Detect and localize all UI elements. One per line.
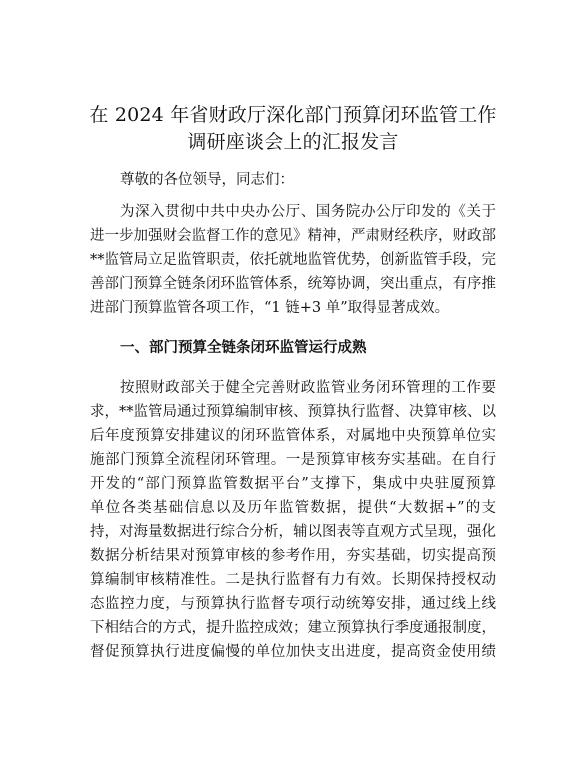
paragraph-1-line: **监管局立足监管职责，依托就地监管优势，创新监管手段，完 (90, 252, 496, 268)
paragraph-2-line: 求，**监管局通过预算编制审核、预算执行监督、决算审核、以 (90, 404, 496, 420)
paragraph-2-line: 单位各类基础信息以及历年监管数据，提供“大数据+”的支 (90, 500, 496, 516)
paragraph-2-line: 算编制审核精准性。二是执行监督有力有效。长期保持授权动 (90, 572, 496, 588)
paragraph-1-line: 进一步加强财会监督工作的意见》精神，严肃财经秩序，财政部 (90, 228, 496, 244)
paragraph-1-line: 进部门预算监管各项工作，“1 链+3 单”取得显著成效。 (90, 300, 450, 316)
paragraph-2-line: 开发的“部门预算监管数据平台”支撑下，集成中央驻厦预算 (90, 476, 496, 492)
document-title-line-1: 在 2024 年省财政厅深化部门预算闭环监管工作 (89, 104, 497, 126)
paragraph-2-line: 态监控力度，与预算执行监督专项行动统筹安排，通过线上线 (90, 596, 496, 612)
paragraph-2-line: 按照财政部关于健全完善财政监管业务闭环管理的工作要 (120, 380, 496, 396)
paragraph-2-line: 施部门预算全流程闭环管理。一是预算审核夯实基础。在自行 (90, 452, 496, 468)
paragraph-2-line: 下相结合的方式，提升监控成效；建立预算执行季度通报制度， (90, 620, 496, 636)
paragraph-2-line: 数据分析结果对预算审核的参考作用，夯实基础，切实提高预 (90, 548, 496, 564)
paragraph-2-line: 后年度预算安排建议的闭环监管体系，对属地中央预算单位实 (90, 428, 496, 444)
section-heading-1: 一、部门预算全链条闭环监管运行成熟 (120, 339, 367, 356)
paragraph-2-line: 督促预算执行进度偏慢的单位加快支出进度，提高资金使用绩 (90, 644, 496, 660)
paragraph-1-line: 为深入贯彻中共中央办公厅、国务院办公厅印发的《关于 (120, 204, 496, 220)
paragraph-1-line: 善部门预算全链条闭环监管体系，统筹协调，突出重点，有序推 (90, 276, 496, 292)
greeting: 尊敬的各位领导，同志们： (120, 172, 294, 188)
paragraph-2-line: 持，对海量数据进行综合分析，辅以图表等直观方式呈现，强化 (90, 524, 496, 540)
document-title-line-2: 调研座谈会上的汇报发言 (187, 131, 399, 153)
